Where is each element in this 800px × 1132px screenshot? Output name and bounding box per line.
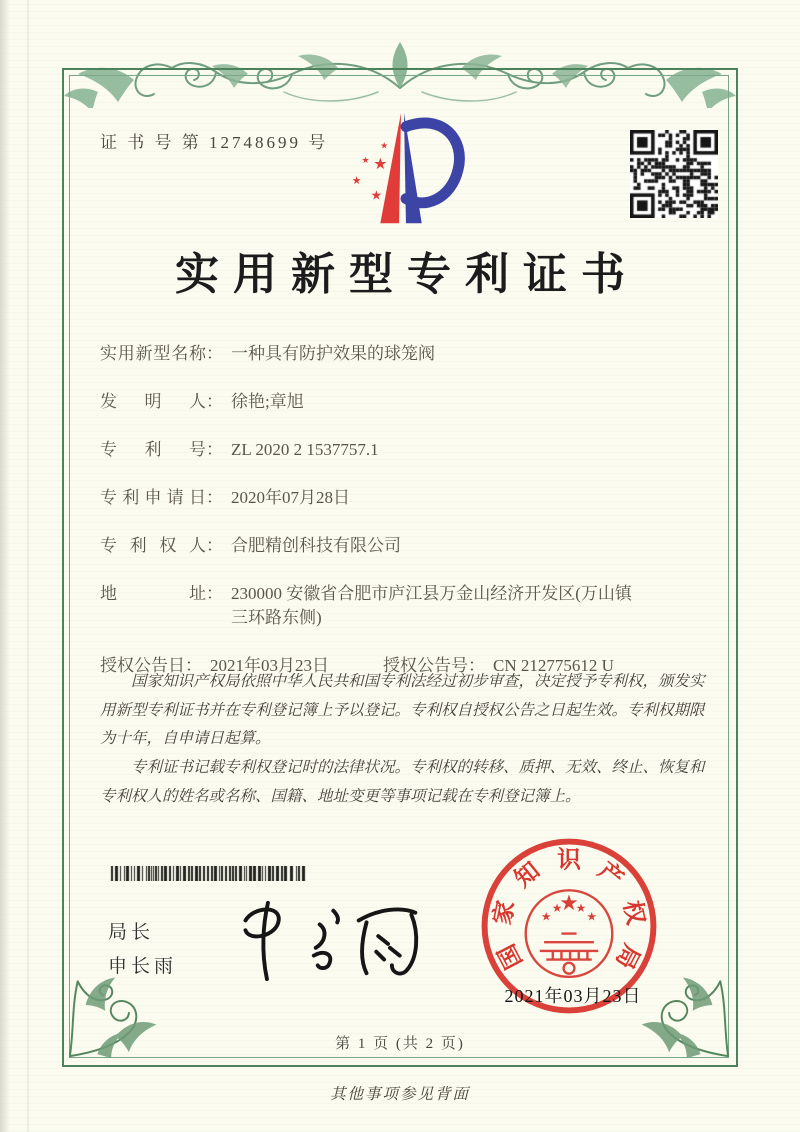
- field-colon: ：: [206, 536, 223, 555]
- svg-text:★: ★: [586, 909, 598, 924]
- svg-text:产: 产: [592, 857, 628, 893]
- svg-text:★: ★: [370, 188, 383, 204]
- field-colon: ：: [206, 392, 223, 411]
- svg-text:★: ★: [351, 173, 362, 187]
- grant-no-label: 授权公告号: [383, 656, 468, 675]
- page-edge-shadow: [0, 0, 10, 1132]
- svg-text:知: 知: [510, 857, 546, 893]
- officer-block: [108, 916, 177, 984]
- barcode-icon: [110, 866, 308, 881]
- svg-text:局: 局: [610, 939, 645, 973]
- field-label: 专利申请日: [100, 488, 206, 507]
- officer-name: 申长雨: [108, 956, 178, 977]
- field-label: 实用新型名称: [100, 344, 206, 363]
- field-colon: ：: [206, 440, 223, 459]
- field-value: 合肥精创科技有限公司: [231, 536, 401, 555]
- field-value: 2020年07月28日: [231, 488, 350, 507]
- officer-title: 局长: [108, 922, 155, 943]
- field-address: [100, 582, 648, 630]
- legal-paragraphs: [100, 668, 714, 811]
- back-note: 其他事项参见背面: [329, 1086, 470, 1103]
- director-signature-icon: [224, 890, 429, 990]
- svg-text:家: 家: [489, 898, 521, 928]
- svg-text:★: ★: [540, 909, 552, 924]
- field-label: 发明人: [100, 392, 206, 411]
- field-colon: ：: [468, 656, 485, 675]
- field-label: 专利权人: [100, 536, 206, 555]
- field-filing-date: [100, 486, 648, 510]
- field-colon: ：: [206, 488, 223, 507]
- seal-date: 2021年03月23日: [504, 986, 642, 1006]
- cnipa-logo-icon: [333, 106, 471, 236]
- field-label: 地址: [100, 584, 206, 603]
- svg-text:★: ★: [373, 154, 388, 174]
- svg-text:识: 识: [557, 847, 581, 874]
- svg-text:★: ★: [380, 141, 389, 152]
- field-patentee: [100, 534, 648, 558]
- field-value: 徐艳;章旭: [231, 392, 304, 411]
- page-indicator: 第 1 页 (共 2 页): [335, 1036, 465, 1052]
- field-utility-model-name: [100, 342, 648, 366]
- grant-date-value: 2021年03月23日: [210, 656, 329, 675]
- scan-curl-shadow: [27, 0, 30, 1132]
- certificate-title: 实用新型专利证书: [175, 250, 639, 299]
- svg-text:国: 国: [493, 939, 528, 973]
- certificate-number: 证 书 号 第 12748699 号: [100, 133, 329, 152]
- certificate-fields: [100, 342, 648, 678]
- grant-no-value: CN 212775612 U: [493, 656, 614, 675]
- field-value: 230000 安徽省合肥市庐江县万金山经济开发区(万山镇三环路东侧): [231, 584, 632, 627]
- field-colon: ：: [206, 584, 223, 603]
- legal-paragraph-1: 国家知识产权局依照中华人民共和国专利法经过初步审查，决定授予专利权，颁发实用新型专利证书并在专利登记簿上予以登记。专利权自授权公告之日起生效。专利权期限为十年，自申请日起算。: [100, 673, 705, 748]
- grant-date-label: 授权公告日: [100, 656, 185, 675]
- svg-text:★: ★: [575, 900, 587, 915]
- svg-text:★: ★: [551, 900, 563, 915]
- legal-paragraph-2: 专利证书记载专利权登记时的法律状况。专利权的转移、质押、无效、终止、恢复和专利权人的姓名或名称、国籍、地址变更等事项记载在专利登记簿上。: [100, 759, 705, 805]
- field-colon: ：: [206, 344, 223, 363]
- svg-text:★: ★: [361, 156, 370, 167]
- qr-code-icon: [630, 130, 718, 218]
- field-patent-number: [100, 438, 648, 462]
- field-label: 专利号: [100, 440, 206, 459]
- field-inventor: [100, 390, 648, 414]
- svg-text:★: ★: [559, 890, 579, 916]
- field-value: 一种具有防护效果的球笼阀: [231, 344, 435, 363]
- field-colon: ：: [185, 656, 202, 675]
- field-value: ZL 2020 2 1537757.1: [231, 440, 379, 459]
- svg-text:权: 权: [617, 898, 649, 928]
